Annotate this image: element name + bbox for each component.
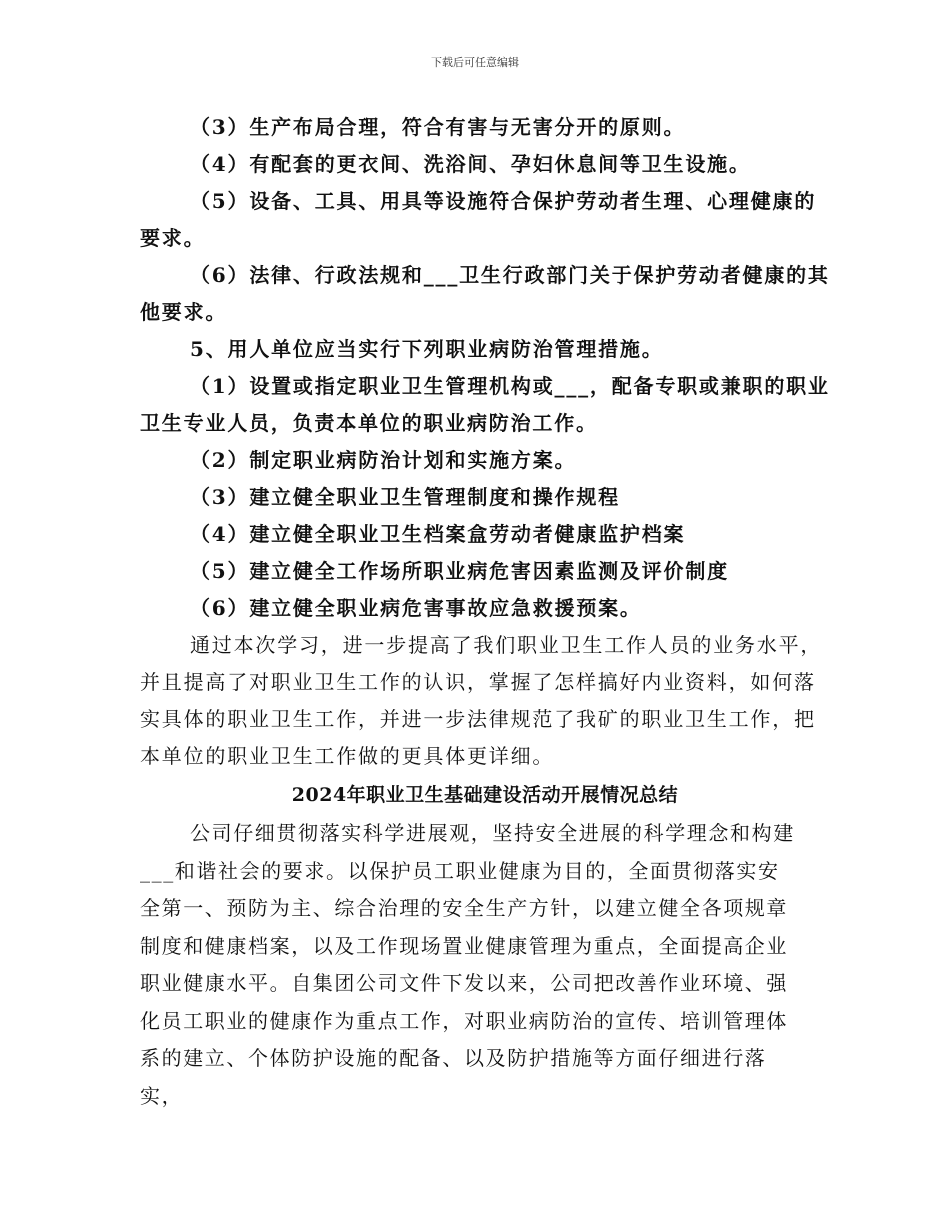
paragraph: （4）有配套的更衣间、洗浴间、孕妇休息间等卫生设施。: [190, 152, 751, 176]
paragraph: （3）生产布局合理，符合有害与无害分开的原则。: [190, 115, 686, 139]
document-body: [140, 109, 830, 1115]
summary-section: [140, 815, 800, 1115]
page-header: 下载后可任意编辑: [431, 56, 519, 69]
paragraph: 公司仔细贯彻落实科学进展观，坚持安全进展的科学理念和构建___和谐社会的要求。以保护员工职业健康为目的，全面贯彻落实安全第一、预防为主、综合治理的安全生产方针，以建立健全各项规章制度和健康档案，以及工作现场置业健康管理为重点，全面提高企业职业健康水平。自集团公司文件下发以来，公司把改善作业环境、强化员工职业的健康作为重点工作，对职业病防治的宣传、培训管理体系的建立、个体防护设施的配备、以及防护措施等方面仔细进行落实，: [140, 821, 795, 1108]
section-title: 2024年职业卫生基础建设活动开展情况总结: [291, 784, 679, 806]
requirements-section: [140, 109, 830, 627]
paragraph: （5）设备、工具、用具等设施符合保护劳动者生理、心理健康的要求。: [140, 189, 817, 250]
paragraph: （1）设置或指定职业卫生管理机构或___，配备专职或兼职的职业卫生专业人员，负责本单位的职业病防治工作。: [140, 374, 830, 435]
conclusion-section: [140, 627, 830, 775]
paragraph: （2）制定职业病防治计划和实施方案。: [190, 448, 577, 472]
paragraph: 5、用人单位应当实行下列职业病防治管理措施。: [190, 337, 664, 361]
paragraph: （6）法律、行政法规和___卫生行政部门关于保护劳动者健康的其他要求。: [140, 263, 830, 324]
paragraph: （5）建立健全工作场所职业病危害因素监测及评价制度: [190, 559, 729, 583]
paragraph: （4）建立健全职业卫生档案盒劳动者健康监护档案: [190, 522, 686, 546]
paragraph: 通过本次学习，进一步提高了我们职业卫生工作人员的业务水平，并且提高了对职业卫生工作的认识，掌握了怎样搞好内业资料，如何落实具体的职业卫生工作，并进一步法律规范了我矿的职业卫生工作，把本单位的职业卫生工作做的更具体更详细。: [140, 633, 823, 768]
paragraph: （6）建立健全职业病危害事故应急救援预案。: [190, 596, 642, 620]
paragraph: （3）建立健全职业卫生管理制度和操作规程: [190, 485, 620, 509]
